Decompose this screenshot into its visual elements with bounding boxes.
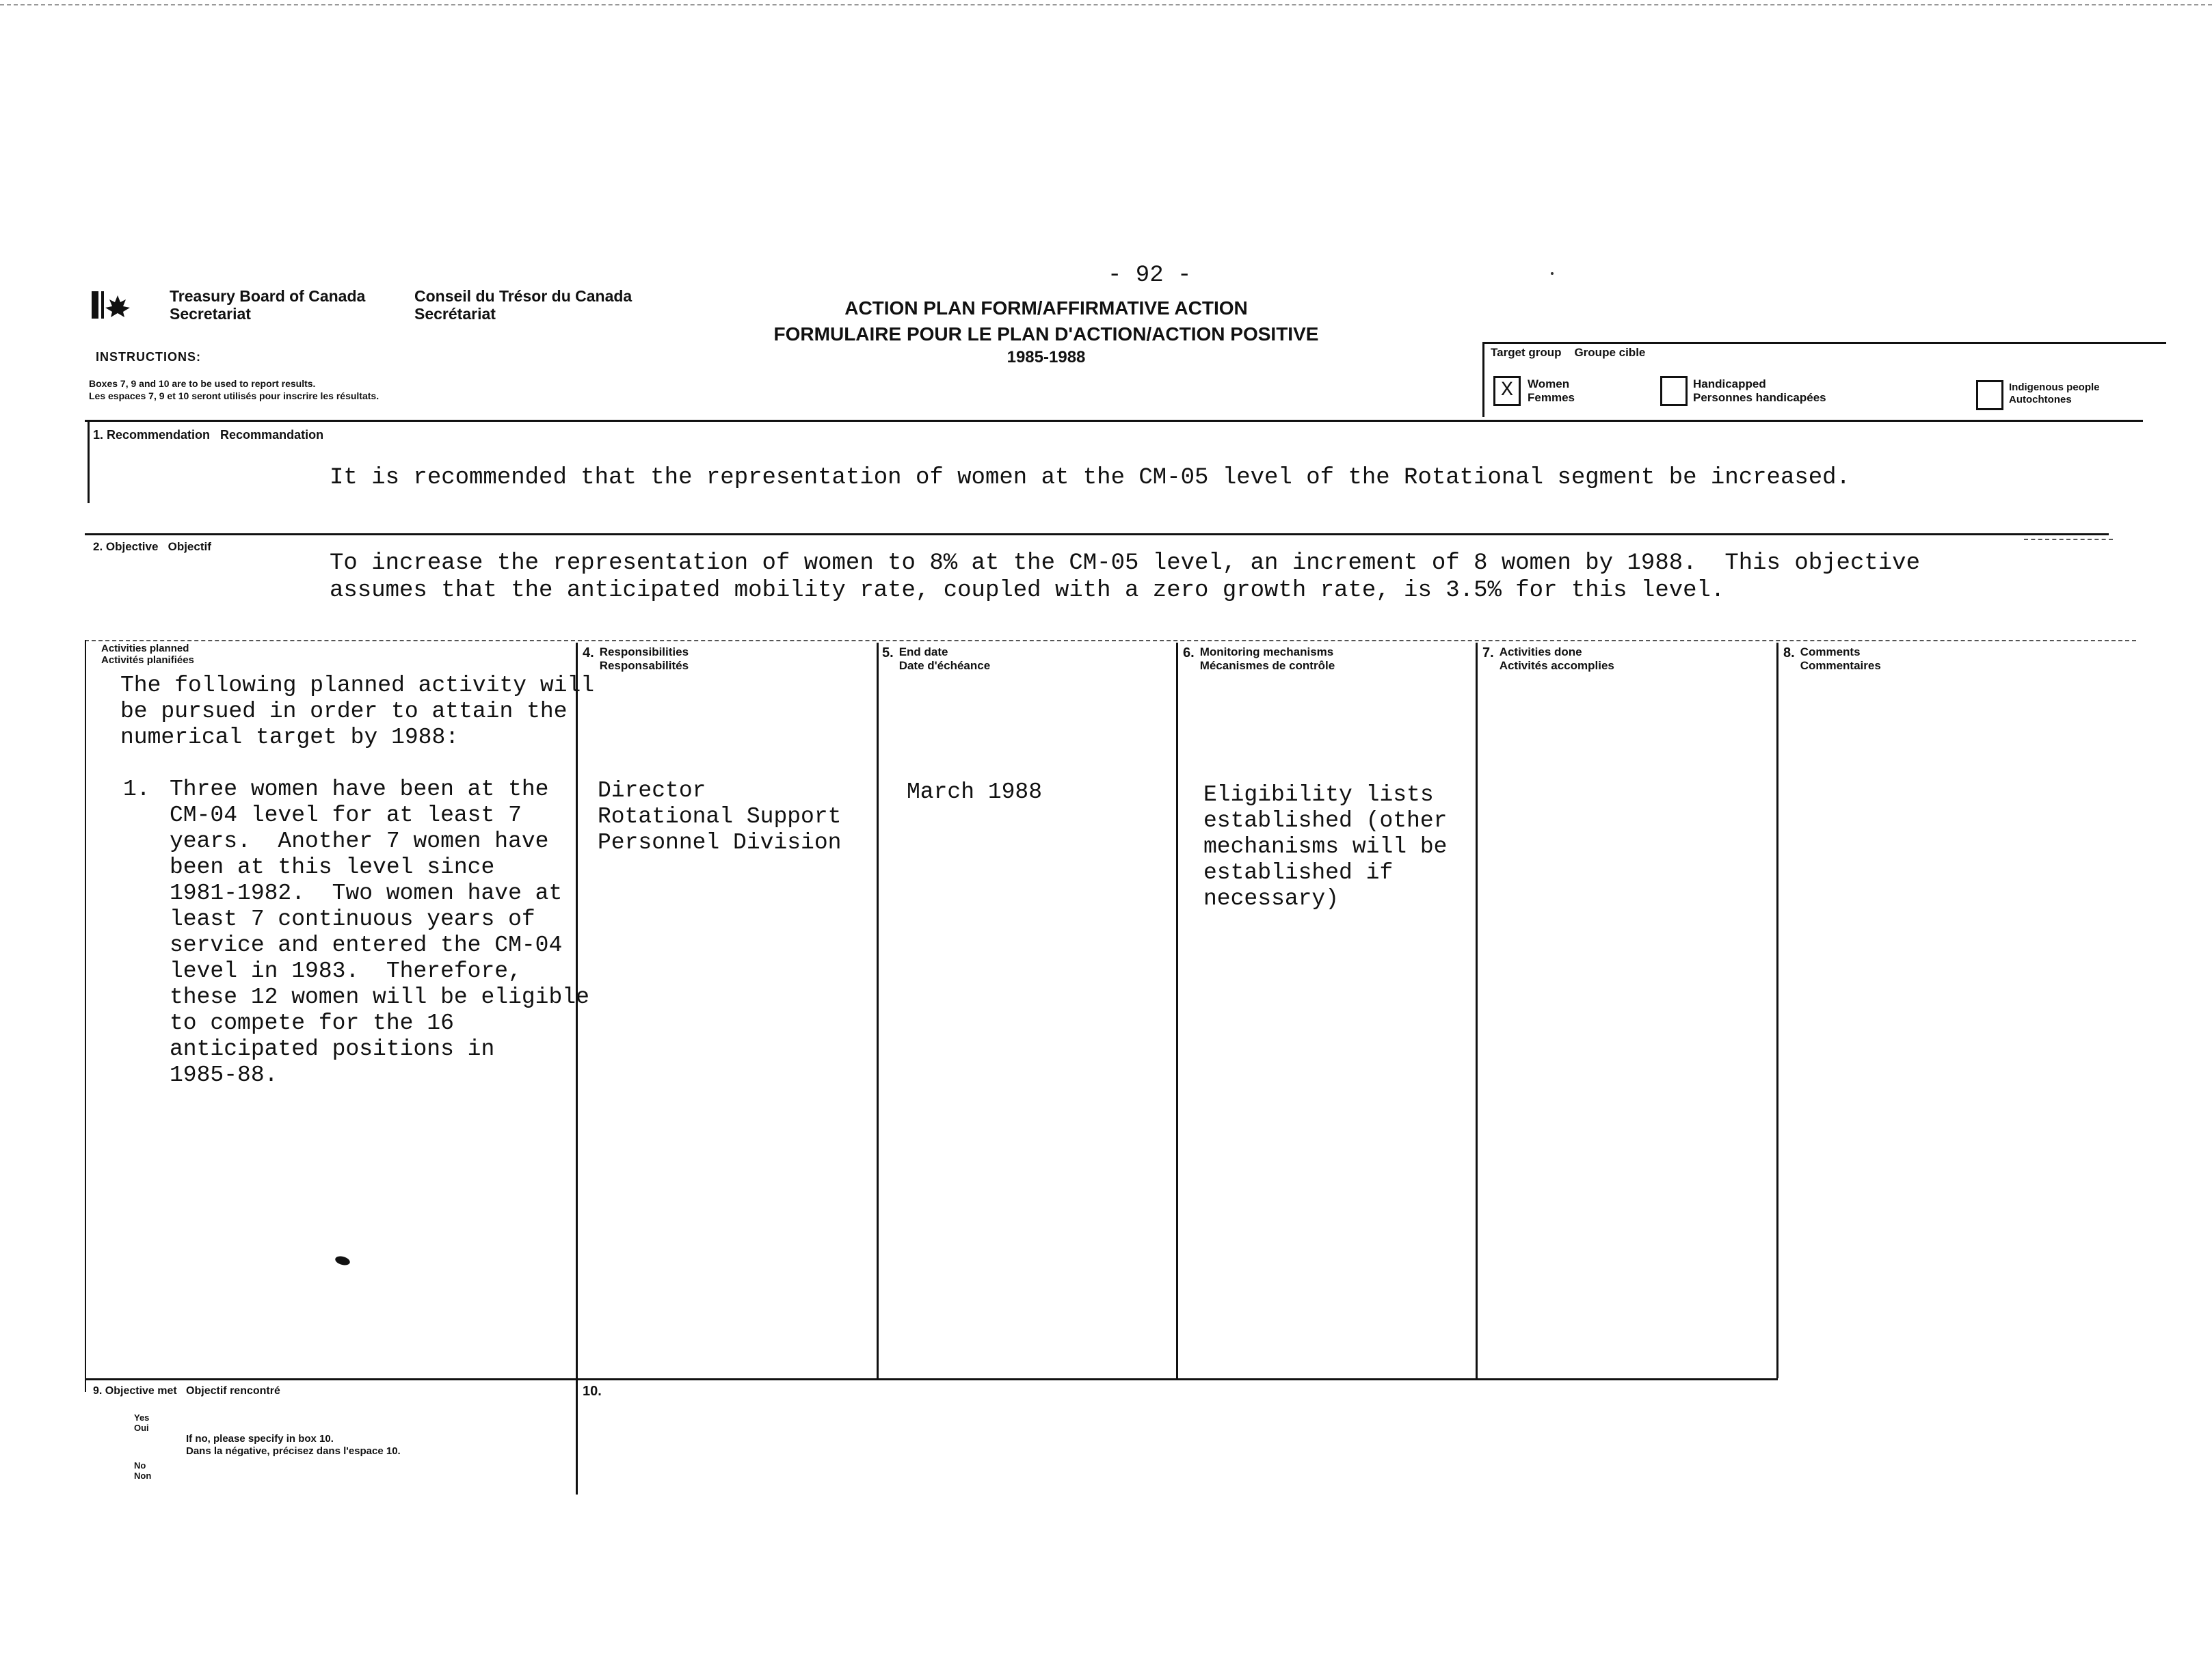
org-name-en-line2: Secretariat	[170, 305, 251, 323]
table-left-rule	[85, 640, 86, 1392]
table-bottom-rule	[85, 1378, 1778, 1380]
objective-top-rule	[85, 533, 2109, 535]
col-divider-4	[1476, 643, 1478, 1378]
col-header-monitoring-text: Monitoring mechanisms Mécanismes de contrôle	[1199, 645, 1335, 672]
target-group-left-border	[1482, 342, 1484, 417]
col-divider-5	[1776, 643, 1778, 1378]
recommendation-top-rule	[85, 420, 2143, 422]
target-group-label: Target group Groupe cible	[1491, 346, 1646, 359]
scan-speck	[334, 1255, 351, 1266]
org-name-en-line1: Treasury Board of Canada	[170, 287, 366, 305]
col-number-5: 5.	[882, 645, 894, 660]
org-name-en	[170, 287, 365, 323]
form-title-line2: FORMULAIRE POUR LE PLAN D'ACTION/ACTION POSITIVE	[773, 323, 1319, 345]
instructions-en: Boxes 7, 9 and 10 are to be used to report results.	[89, 378, 316, 389]
box-10-label: 10.	[583, 1384, 602, 1399]
col-header-end-date	[882, 645, 990, 673]
end-date-text: March 1988	[907, 779, 1043, 805]
objective-met-note: If no, please specify in box 10. Dans la négative, précisez dans l'espace 10.	[186, 1433, 401, 1457]
objective-rule-extension	[2024, 539, 2113, 540]
col-header-activities-planned	[101, 643, 194, 666]
women-label-en: Women	[1528, 377, 1570, 390]
women-label-fr: Femmes	[1528, 391, 1575, 404]
col-header-end-date-text: End date Date d'échéance	[898, 645, 991, 672]
col-divider-1	[576, 643, 578, 1495]
col-header-activities-done-text: Activities done Activités accomplies	[1499, 645, 1614, 672]
org-name-fr	[414, 287, 632, 323]
objective-met-yes[interactable]: Yes Oui	[134, 1412, 150, 1433]
col-number-6: 6.	[1183, 645, 1195, 660]
objective-met-no[interactable]: No Non	[134, 1460, 152, 1481]
recommendation-text: It is recommended that the representation of women at the CM-05 level of the Rotational segment be increased.	[330, 465, 1850, 491]
col-header-activities-planned-text: Activities planned Activités planifiées	[101, 643, 194, 666]
col-header-comments-text: Comments Commentaires	[1800, 645, 1881, 672]
col-number-4: 4.	[583, 645, 594, 660]
handicapped-checkbox[interactable]	[1660, 376, 1688, 406]
responsibilities-text: Director Rotational Support Personnel Division	[598, 778, 842, 855]
target-group-top-border	[1482, 342, 2166, 344]
col-divider-3	[1176, 643, 1178, 1378]
top-edge-line	[0, 4, 2212, 5]
recommendation-label: 1. Recommendation Recommandation	[93, 428, 324, 442]
table-top-rule	[85, 640, 2136, 641]
col-header-comments	[1783, 645, 1881, 673]
recommendation-left-rule	[88, 420, 90, 503]
col-header-responsibilities	[583, 645, 689, 673]
form-title	[738, 295, 1354, 368]
activity-item-number: 1.	[123, 777, 150, 802]
objective-text: To increase the representation of women to 8% at the CM-05 level, an increment of 8 women by 1988. This objective assumes that the anticipated mobility rate, coupled with a zero growth rate, is 3.5% for this level.	[330, 550, 1920, 604]
col-header-activities-done	[1482, 645, 1614, 673]
activities-intro: The following planned activity will be pursued in order to attain the numerical target by 1988:	[120, 673, 595, 750]
indigenous-checkbox[interactable]	[1976, 380, 2003, 410]
canada-flag-logo	[90, 290, 138, 321]
women-option-label	[1528, 377, 1575, 405]
col-number-7: 7.	[1482, 645, 1494, 660]
col-number-8: 8.	[1783, 645, 1795, 660]
instructions-label: INSTRUCTIONS:	[96, 350, 201, 364]
col-header-responsibilities-text: Responsibilities Responsabilités	[599, 645, 689, 672]
handicapped-label-en: Handicapped	[1693, 377, 1766, 390]
org-name-fr-line2: Secrétariat	[414, 305, 496, 323]
org-name-fr-line1: Conseil du Trésor du Canada	[414, 287, 632, 305]
instructions-fr: Les espaces 7, 9 et 10 seront utilisés pour inscrire les résultats.	[89, 390, 379, 401]
objective-met-label: 9. Objective met Objectif rencontré	[93, 1385, 280, 1397]
indigenous-label-fr: Autochtones	[2009, 394, 2072, 405]
scan-speck	[1551, 272, 1554, 275]
monitoring-text: Eligibility lists established (other mechanisms will be established if necessary)	[1203, 782, 1448, 911]
women-checkbox[interactable]: X	[1493, 376, 1521, 406]
form-title-line1: ACTION PLAN FORM/AFFIRMATIVE ACTION	[844, 297, 1248, 319]
objective-label: 2. Objective Objectif	[93, 540, 211, 553]
indigenous-option-label	[2009, 381, 2100, 406]
indigenous-label-en: Indigenous people	[2009, 381, 2100, 393]
form-years: 1985-1988	[1007, 348, 1086, 366]
activity-item-text: Three women have been at the CM-04 level for at least 7 years. Another 7 women have been at this level since 1981-1982. Two women have at least 7 continuous years of service and entered the CM-04 level in 1983. Therefore, these 12 women will be eligible to compete for the 16 anticipated positions in 1985-88.	[170, 777, 589, 1088]
handicapped-label-fr: Personnes handicapées	[1693, 391, 1826, 404]
instructions-text	[89, 377, 379, 402]
handicapped-option-label	[1693, 377, 1826, 405]
page-number: - 92 -	[1108, 263, 1192, 289]
col-header-monitoring	[1183, 645, 1335, 673]
col-divider-2	[877, 643, 879, 1378]
